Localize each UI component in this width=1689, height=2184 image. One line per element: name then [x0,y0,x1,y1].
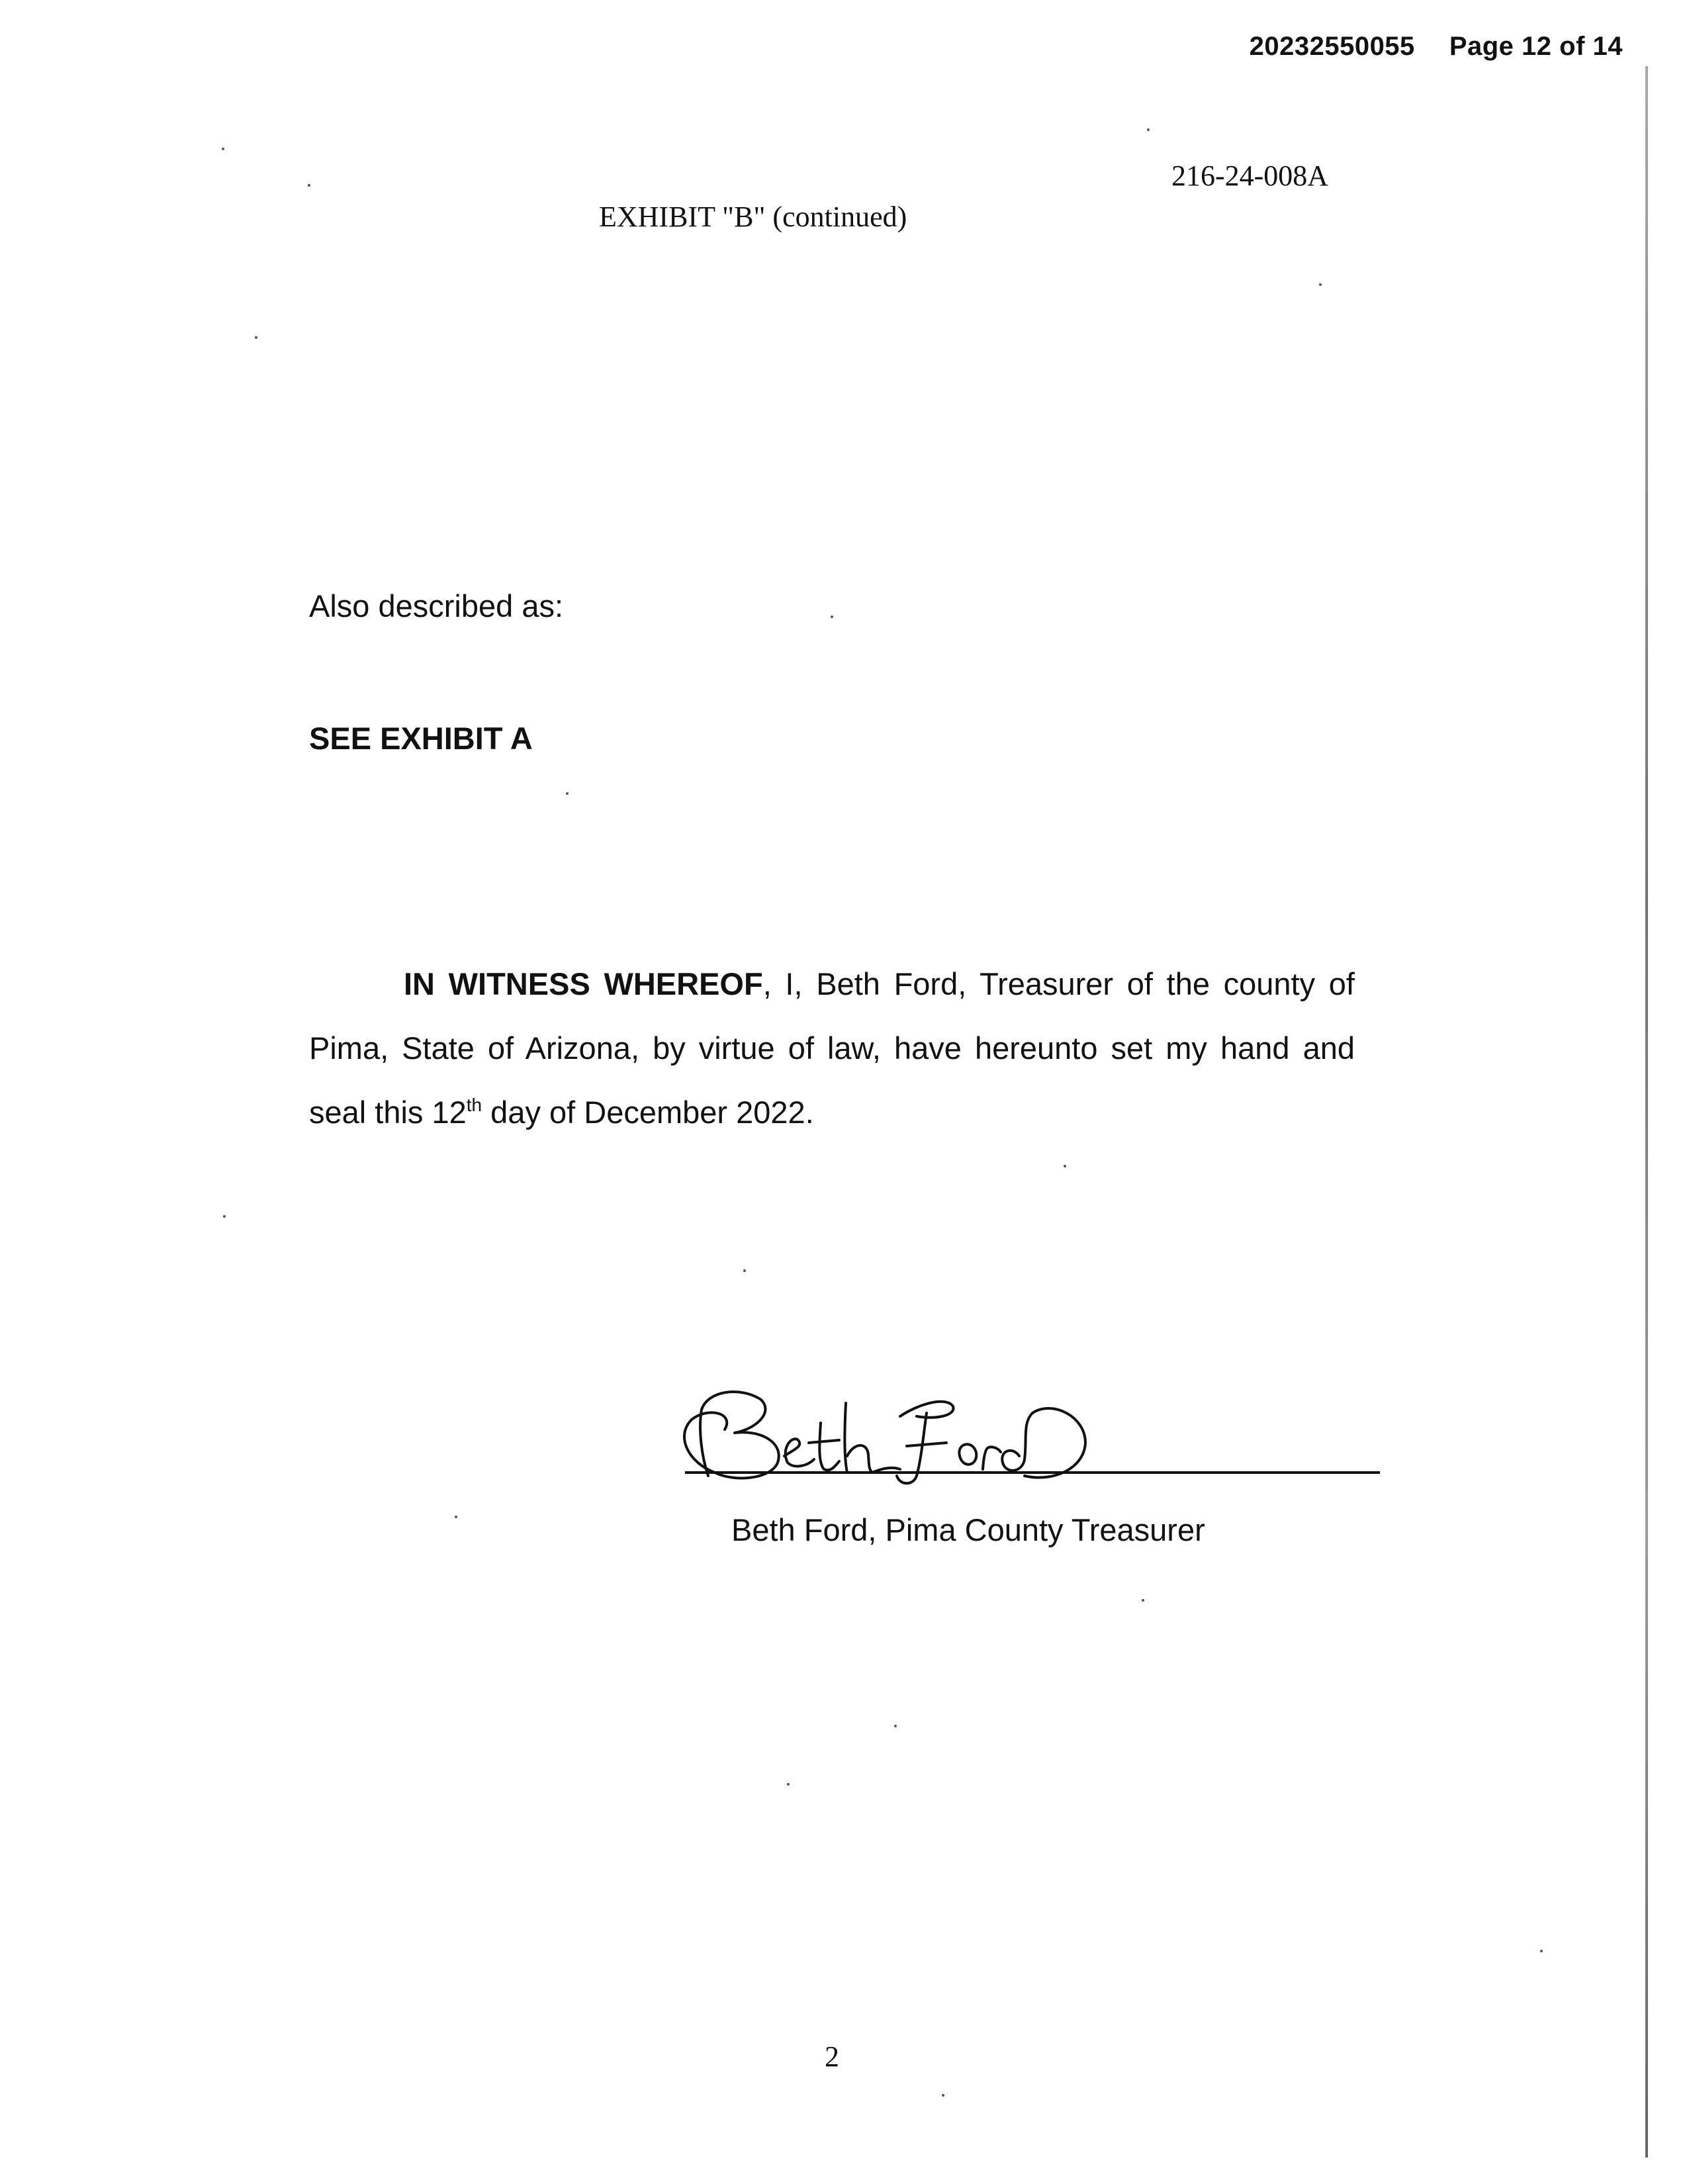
also-described-text: Also described as: [309,588,564,623]
witness-date-ordinal: th [466,1095,482,1115]
signature-line [685,1471,1380,1474]
scan-edge-shadow [1645,66,1648,2158]
scan-speck [1540,1950,1543,1952]
witness-lead: IN WITNESS WHEREOF [404,966,763,1001]
scan-speck [566,792,569,795]
scan-speck [308,184,310,187]
scan-speck [1064,1165,1066,1167]
scan-speck [1319,283,1322,286]
scan-speck [255,336,257,339]
witness-line-1 [309,952,1355,1016]
recording-header [1250,32,1623,62]
scan-speck [223,1215,226,1218]
scan-speck [1147,128,1150,131]
scan-speck [1142,1599,1144,1602]
record-number: 20232550055 [1249,32,1415,61]
scan-speck [942,2094,944,2097]
scan-speck [894,1725,897,1727]
scan-speck [222,148,224,150]
witness-line-3 [309,1080,1355,1144]
exhibit-title: EXHIBIT "B" (continued) [599,201,907,233]
witness-date-pre: seal this 12 [309,1095,467,1130]
scan-speck [831,615,833,618]
witness-date-post: day of December 2022. [482,1095,814,1130]
see-exhibit-text: SEE EXHIBIT A [309,721,533,756]
signature-caption: Beth Ford, Pima County Treasurer [731,1512,1205,1547]
witness-line-2: Pima, State of Arizona, by virtue of law, have hereunto set my hand and [309,1030,1355,1066]
page-number: 2 [825,2040,839,2073]
parcel-number: 216-24-008A [1171,159,1329,192]
scan-speck [743,1269,746,1272]
page-label: Page 12 of 14 [1449,32,1623,61]
witness-paragraph [309,952,1355,1144]
scan-speck [787,1783,790,1786]
witness-line-1-rest: , I, Beth Ford, Treasurer of the county of [762,966,1355,1001]
scan-speck [455,1516,457,1518]
